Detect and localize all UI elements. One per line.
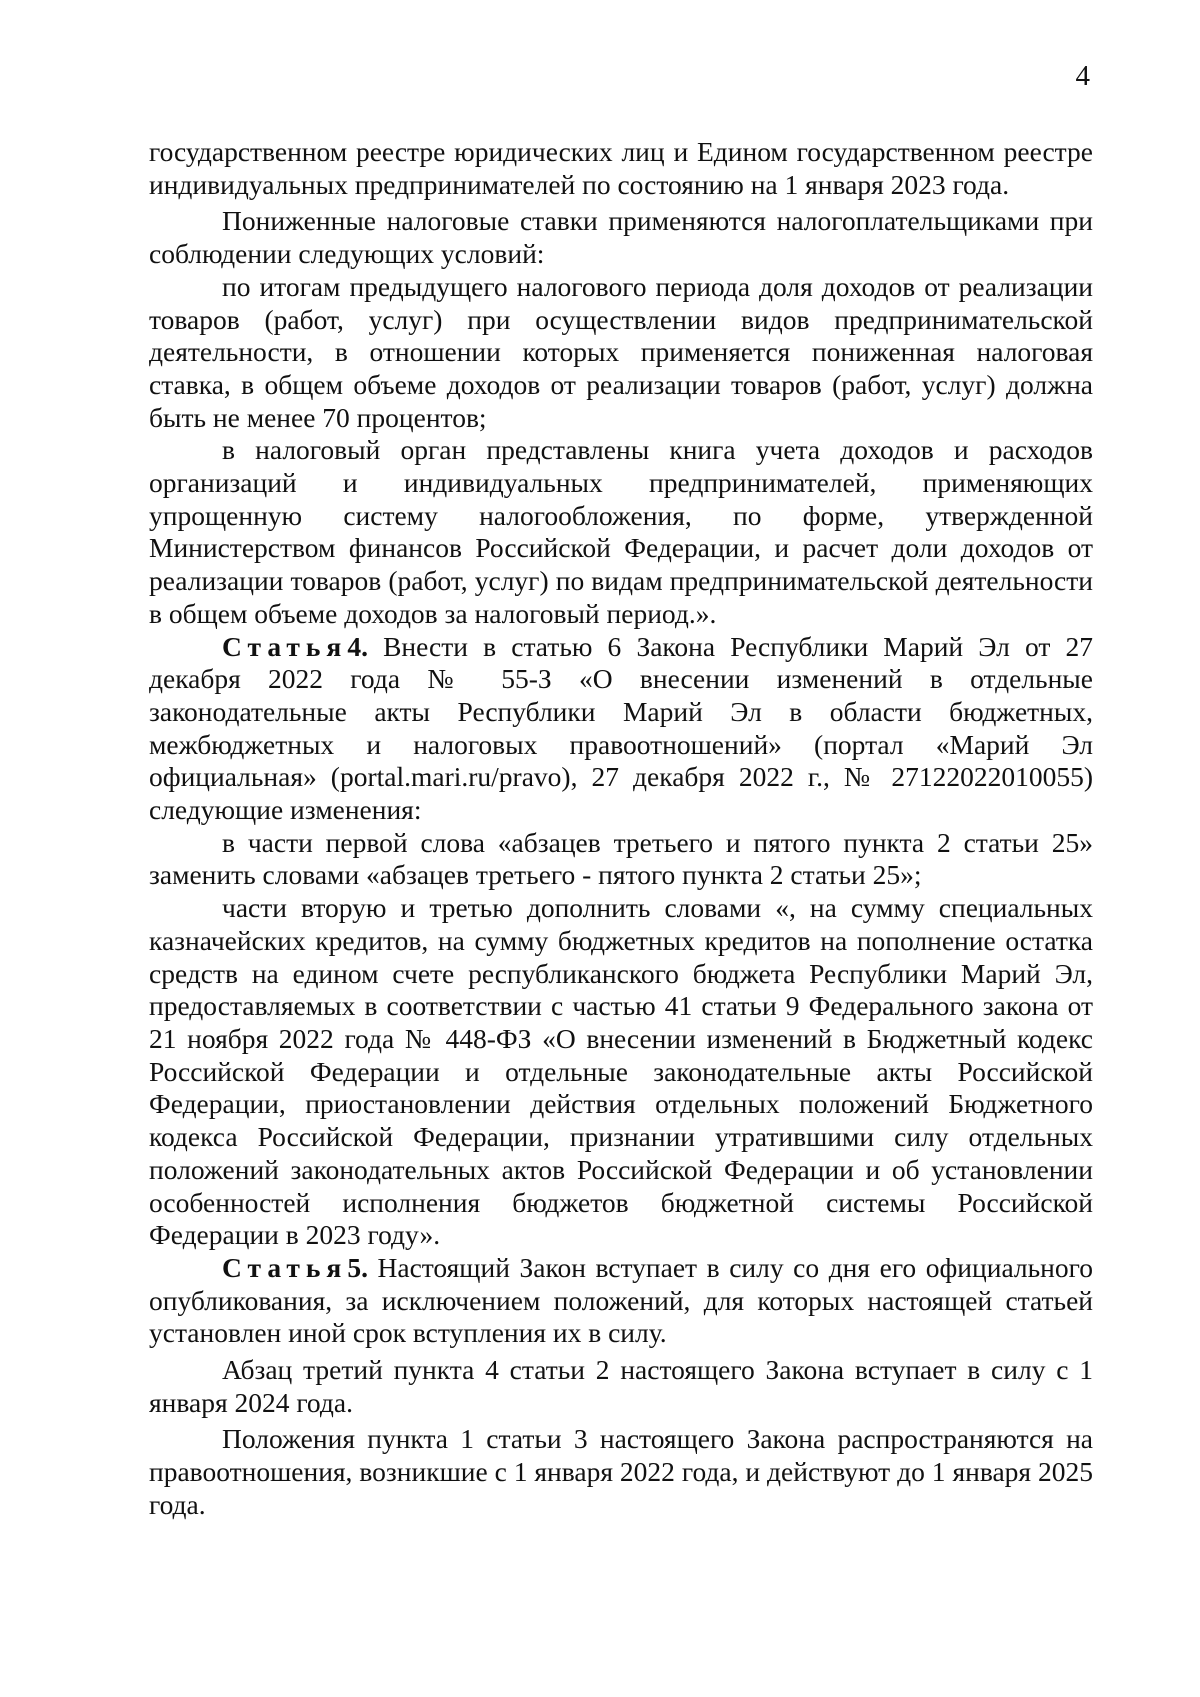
paragraph-condition-ledger: в налоговый орган представлены книга учета доходов и расходов организаций и индивидуальных предпринимателей, применяющих упрощенную систему налогообложения, по форме, утвержденной Министерством финансов Российской Федерации, и расчет доли доходов от реализации товаров (работ, услуг) по видам предпринимательской деятельности в общем объеме доходов за налоговый период.». <box>149 434 1093 629</box>
document-body <box>149 136 1093 1522</box>
article-4-number: 4. <box>347 630 368 662</box>
article-5-item-2: Положения пункта 1 статьи 3 настоящего Закона распространяются на правоотношения, возникшие с 1 января 2022 года, и действуют до 1 января 2025 года. <box>149 1423 1093 1520</box>
article-5-number: 5. <box>347 1251 368 1283</box>
paragraph-continuation: государственном реестре юридических лиц и Едином государственном реестре индивидуальных предпринимателей по состоянию на 1 января 2023 года. <box>149 136 1093 200</box>
article-5 <box>149 1252 1093 1350</box>
page-number: 4 <box>1075 60 1090 92</box>
article-4-text: Внести в статью 6 Закона Республики Марий Эл от 27 декабря 2022 года № 55-З «О внесении изменений в отдельные законодательные акты Республики Марий Эл в области бюджетных, межбюджетных и налоговых правоотношений» (портал «Марий Эл официальная» (portal.mari.ru/pravo), 27 декабря 2022 г., № 27122022010055) следующие изменения: <box>149 630 1093 826</box>
article-5-label: Статья <box>222 1251 348 1283</box>
article-4-label: Статья <box>222 630 348 662</box>
paragraph-reduced-rates: Пониженные налоговые ставки применяются налогоплательщиками при соблюдении следующих условий: <box>149 205 1093 270</box>
article-4 <box>149 631 1093 827</box>
article-5-text: Настоящий Закон вступает в силу со дня его официального опубликования, за исключением положений, для которых настоящей статьей установлен иной срок вступления их в силу. <box>149 1251 1093 1349</box>
article-4-item-1: в части первой слова «абзацев третьего и пятого пункта 2 статьи 25» заменить словами «абзацев третьего - пятого пункта 2 статьи 25»; <box>149 826 1093 891</box>
paragraph-condition-income-share: по итогам предыдущего налогового периода доля доходов от реализации товаров (работ, услуг) при осуществлении видов предпринимательской деятельности, в отношении которых применяется пониженная налоговая ставка, в общем объеме доходов от реализации товаров (работ, услуг) должна быть не менее 70 процентов; <box>149 270 1093 433</box>
article-4-item-2: части вторую и третью дополнить словами «, на сумму специальных казначейских кредитов, на сумму бюджетных кредитов на пополнение остатка средств на едином счете республиканского бюджета Республики Марий Эл, предоставляемых в соответствии с частью 41 статьи 9 Федерального закона от 21 ноября 2022 года № 448-ФЗ «О внесении изменений в Бюджетный кодекс Российской Федерации и отдельные законодательные акты Российской Федерации, приостановлении действия отдельных положений Бюджетного кодекса Российской Федерации, признании утратившими силу отдельных положений законодательных актов Российской Федерации и об установлении особенностей исполнения бюджетов бюджетной системы Российской Федерации в 2023 году». <box>149 892 1093 1251</box>
article-5-item-1: Абзац третий пункта 4 статьи 2 настоящего Закона вступает в силу с 1 января 2024 года. <box>149 1354 1093 1418</box>
